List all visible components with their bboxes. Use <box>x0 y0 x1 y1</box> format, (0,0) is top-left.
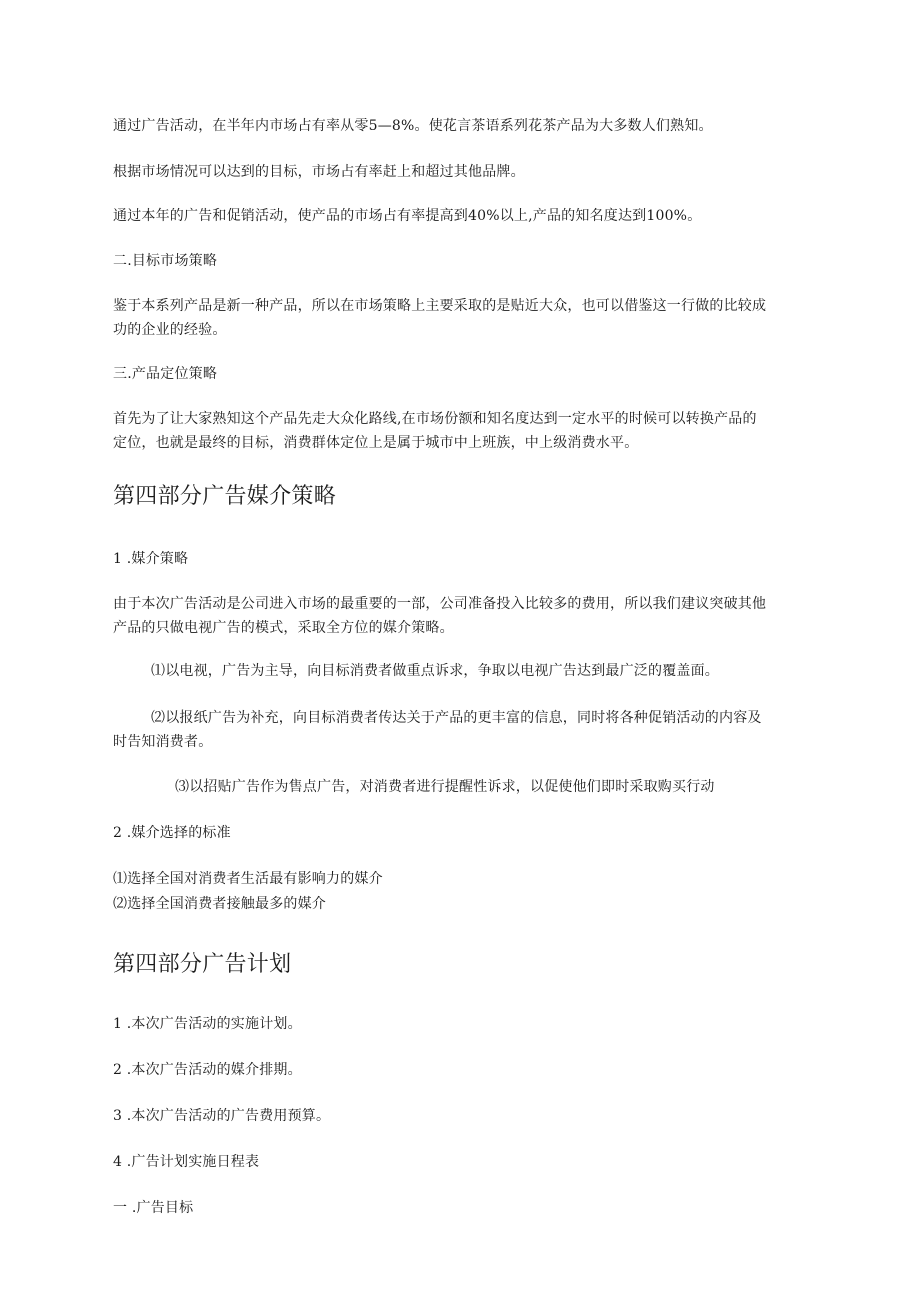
media-criteria-1: ⑴选择全国对消费者生活最有影响力的媒介 <box>113 871 383 887</box>
media-sub-item-1: ⑴以电视，广告为主导，向目标消费者做重点诉求，争取以电视广告达到最广泛的覆盖面。 <box>151 663 719 679</box>
plan-item-5: 一 .广告目标 <box>113 1200 194 1216</box>
media-item-1-title: 1 .媒介策略 <box>113 551 189 567</box>
section-heading-media-strategy: 第四部分广告媒介策略 <box>113 484 337 509</box>
media-item-1-body-line-1: 由于本次广告活动是公司进入市场的最重要的一部，公司准备投入比较多的费用，所以我们建议突破其他 <box>113 596 767 612</box>
positioning-body-line-1: 首先为了让大家熟知这个产品先走大众化路线,在市场份额和知名度达到一定水平的时候可以转换产品的 <box>113 411 757 427</box>
plan-item-1: 1 .本次广告活动的实施计划。 <box>113 1016 302 1032</box>
media-sub-item-2-line-1: ⑵以报纸广告为补充，向目标消费者传达关于产品的更丰富的信息，同时将各种促销活动的内容及 <box>151 710 762 726</box>
media-criteria-2: ⑵选择全国消费者接触最多的媒介 <box>113 896 326 912</box>
positioning-title: 三.产品定位策略 <box>113 366 218 382</box>
media-sub-item-3: ⑶以招贴广告作为售点广告，对消费者进行提醒性诉求，以促使他们即时采取购买行动 <box>175 779 715 795</box>
section-heading-ad-plan: 第四部分广告计划 <box>113 952 292 977</box>
media-sub-item-2-line-2: 时告知消费者。 <box>113 734 213 750</box>
media-item-1-body-line-2: 产品的只做电视广告的模式，采取全方位的媒介策略。 <box>113 620 454 636</box>
goal-paragraph-2: 根据市场情况可以达到的目标，市场占有率赶上和超过其他品牌。 <box>113 164 525 180</box>
target-market-body-line-2: 功的企业的经验。 <box>113 322 227 338</box>
plan-item-3: 3 .本次广告活动的广告费用预算。 <box>113 1108 331 1124</box>
target-market-title: 二.目标市场策略 <box>113 253 218 269</box>
plan-item-2: 2 .本次广告活动的媒介排期。 <box>113 1062 302 1078</box>
goal-paragraph-3: 通过本年的广告和促销活动，使产品的市场占有率提高到40%以上,产品的知名度达到100%。 <box>113 208 702 224</box>
target-market-body-line-1: 鉴于本系列产品是新一种产品，所以在市场策略上主要采取的是贴近大众，也可以借鉴这一行做的比较成 <box>113 298 767 314</box>
plan-item-4: 4 .广告计划实施日程表 <box>113 1154 260 1170</box>
positioning-body-line-2: 定位，也就是最终的目标，消费群体定位上是属于城市中上班族，中上级消费水平。 <box>113 435 639 451</box>
media-item-2-title: 2 .媒介选择的标准 <box>113 825 231 841</box>
goal-paragraph-1: 通过广告活动，在半年内市场占有率从零5—8%。使花言茶语系列花茶产品为大多数人们熟知。 <box>113 118 713 134</box>
